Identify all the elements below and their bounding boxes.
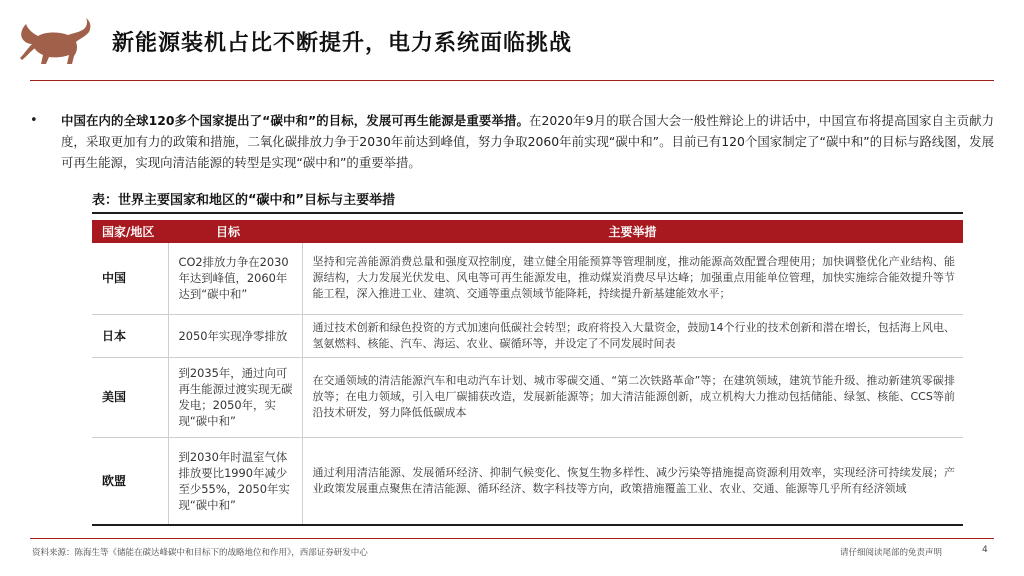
region-cell: 美国 [92,357,168,437]
table-caption-rule [92,212,963,214]
measures-cell: 通过技术创新和绿色投资的方式加速向低碳社会转型；政府将投入大量资金，鼓励14个行业的技术创新和潜在增长，包括海上风电、氢氨燃料、核能、汽车、海运、农业、碳循环等，并设定了不同发展时间表 [302,314,963,357]
page-number: 4 [982,545,988,555]
table-row [92,357,963,437]
footer-disclaimer: 请仔细阅读尾部的免责声明 [840,548,943,558]
header-measures: 主要举措 [302,220,963,243]
bullet-body: 在2020年9月的联合国大会一般性辩论上的讲话中，中国宣布将提高国家自主贡献力度，采取更加有力的政策和措施，二氧化碳排放力争于2030年前达到峰值，努力争取2060年前实现“碳中和”。目前已有120个国家制定了“碳中和”的目标与路线图，发展可再生能源，实现向清洁能源的转型是实现“碳中和”的重要举措。 [61,113,995,170]
page-title: 新能源装机占比不断提升，电力系统面临挑战 [112,31,573,56]
header-goal: 目标 [168,220,302,243]
header-region: 国家/地区 [92,220,168,243]
header-divider [30,80,994,81]
goal-cell: 2050年实现净零排放 [168,314,302,357]
table-header-row [92,220,963,243]
goal-cell: 到2035年，通过向可再生能源过渡实现无碳发电；2050年，实现“碳中和” [168,357,302,437]
table-row [92,243,963,314]
bullet-dot-icon: • [30,113,38,128]
table-caption: 表：世界主要国家和地区的“碳中和”目标与主要举措 [92,193,396,208]
measures-cell: 通过利用清洁能源、发展循环经济、抑制气候变化、恢复生物多样性、减少污染等措施提高资源利用效率，实现经济可持续发展；产业政策发展重点聚焦在清洁能源、循环经济、数字科技等方向，政策措施覆盖工业、农业、交通、能源等几乎所有经济领域 [302,437,963,525]
region-cell: 中国 [92,243,168,314]
bullet-paragraph [30,110,994,173]
carbon-neutral-table [92,220,963,526]
measures-cell: 在交通领域的清洁能源汽车和电动汽车计划、城市零碳交通、“第二次铁路革命”等；在建筑领域，建筑节能升级、推动新建筑零碳排放等；在电力领域，引入电厂碳捕获改造，发展新能源等；加大清洁能源创新，成立机构大力推动包括储能、绿氢、核能、CCS等前沿技术研发，努力降低低碳成本 [302,357,963,437]
bull-logo-icon [14,14,96,70]
footer-source: 资料来源：陈海生等《储能在碳达峰碳中和目标下的战略地位和作用》，西部证券研发中心 [32,548,368,558]
measures-cell: 坚持和完善能源消费总量和强度双控制度，建立健全用能预算等管理制度，推动能源高效配置合理使用；加快调整优化产业结构、能源结构，大力发展光伏发电、风电等可再生能源发电，推动煤炭消费尽早达峰；加强重点用能单位管理，加快实施综合能效提升等节能工程，深入推进工业、建筑、交通等重点领域节能降耗，持续提升新基建能效水平； [302,243,963,314]
bullet-text [30,110,994,173]
goal-cell: CO2排放力争在2030年达到峰值，2060年达到“碳中和” [168,243,302,314]
table-row [92,437,963,525]
table-row [92,314,963,357]
footer-divider [30,538,994,539]
goal-cell: 到2030年时温室气体排放要比1990年减少至少55%，2050年实现“碳中和” [168,437,302,525]
bullet-lead: 中国在内的全球120多个国家提出了“碳中和”的目标，发展可再生能源是重要举措。 [61,113,529,128]
region-cell: 日本 [92,314,168,357]
region-cell: 欧盟 [92,437,168,525]
